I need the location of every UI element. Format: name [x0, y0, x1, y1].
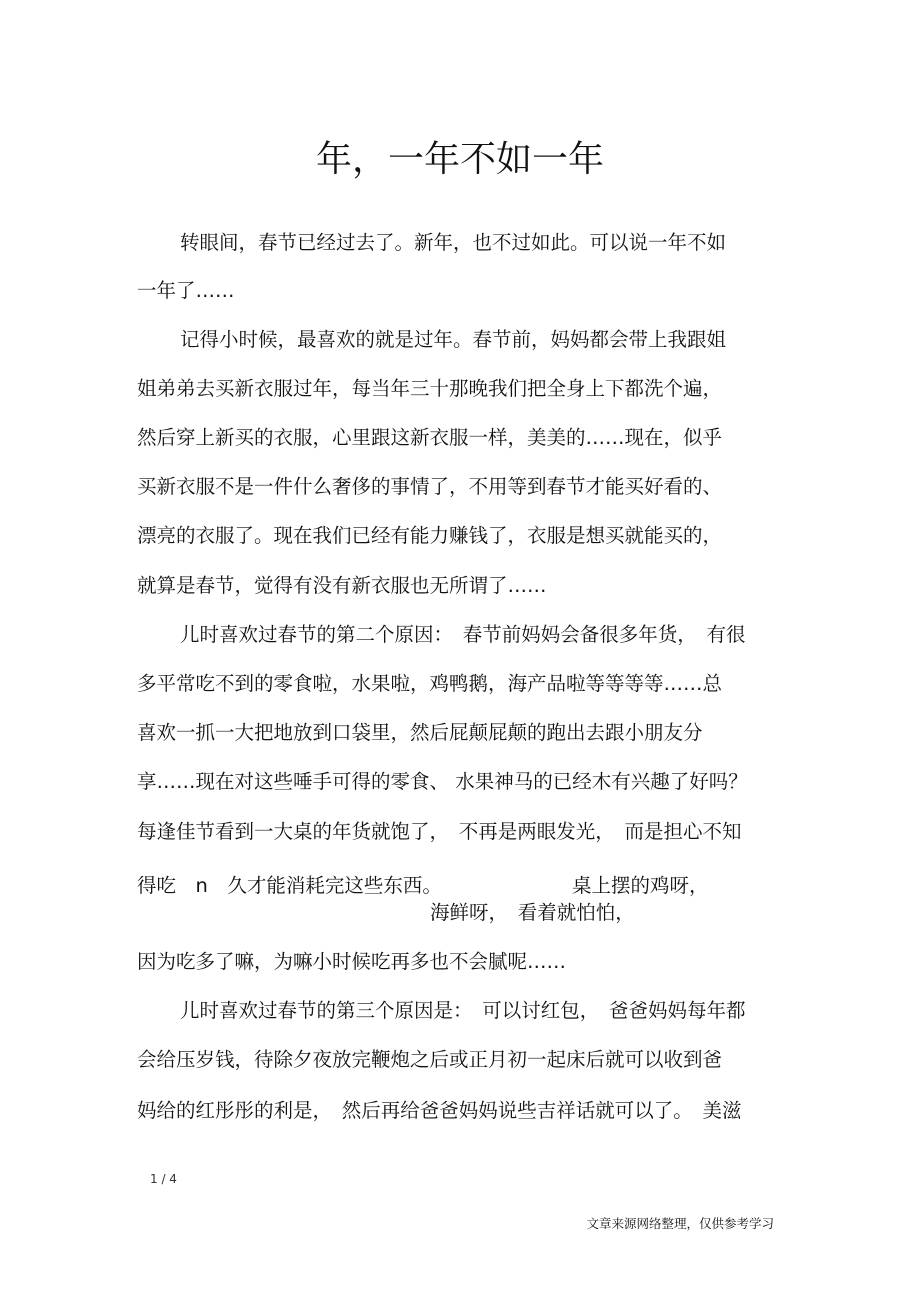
- text-line-3: 记得小时候，最喜欢的就是过年。春节前，妈妈都会带上我跟姐: [180, 328, 727, 351]
- text-line-6: 买新衣服不是一件什么奢侈的事情了，不用等到春节才能买好看的、: [137, 475, 723, 498]
- page-number: 1 / 4: [150, 1172, 177, 1186]
- text-line-4: 姐弟弟去买新衣服过年，每当年三十那晚我们把全身上下都洗个遍，: [137, 377, 723, 400]
- text-line-5: 然后穿上新买的衣服，心里跟这新衣服一样，美美的……现在，似乎: [137, 426, 723, 449]
- text-line-19: 会给压岁钱，待除夕夜放完鞭炮之后或正月初一起床后就可以收到爸: [137, 1048, 723, 1071]
- text-line-13: 每逢佳节看到一大桌的年货就饱了， 不再是两眼发光， 而是担心不知: [137, 820, 742, 843]
- text-line-8: 就算是春节，觉得有没有新衣服也无所谓了……: [137, 574, 547, 597]
- footer-note: 文章来源网络整理，仅供参考学习: [586, 1216, 774, 1231]
- text-line-9: 儿时喜欢过春节的第二个原因： 春节前妈妈会备很多年货， 有很: [180, 623, 746, 646]
- text-line-12: 享……现在对这些唾手可得的零食、 水果神马的已经木有兴趣了好吗？: [137, 770, 748, 793]
- text-line-14: 得吃 n 久才能消耗完这些东西。: [137, 874, 442, 897]
- text-line-20: 妈给的红彤彤的利是， 然后再给爸爸妈妈说些吉祥话就可以了。 美滋: [137, 1099, 742, 1122]
- text-line-16: 海鲜呀， 看着就怕怕，: [430, 901, 635, 924]
- text-line-15: 桌上摆的鸡呀，: [572, 874, 709, 897]
- text-line-17: 因为吃多了嘛，为嘛小时候吃再多也不会腻呢……: [137, 950, 567, 973]
- text-line-2: 一年了……: [137, 279, 235, 302]
- text-line-11: 喜欢一抓一大把地放到口袋里，然后屁颠屁颠的跑出去跟小朋友分: [137, 721, 703, 744]
- text-line-7: 漂亮的衣服了。现在我们已经有能力赚钱了，衣服是想买就能买的，: [137, 524, 723, 547]
- document-title: 年，一年不如一年: [315, 139, 604, 180]
- text-line-1: 转眼间，春节已经过去了。新年，也不过如此。可以说一年不如: [180, 231, 727, 254]
- text-line-18: 儿时喜欢过春节的第三个原因是： 可以讨红包， 爸爸妈妈每年都: [180, 999, 746, 1022]
- text-line-10: 多平常吃不到的零食啦，水果啦，鸡鸭鹅，海产品啦等等等等……总: [137, 672, 723, 695]
